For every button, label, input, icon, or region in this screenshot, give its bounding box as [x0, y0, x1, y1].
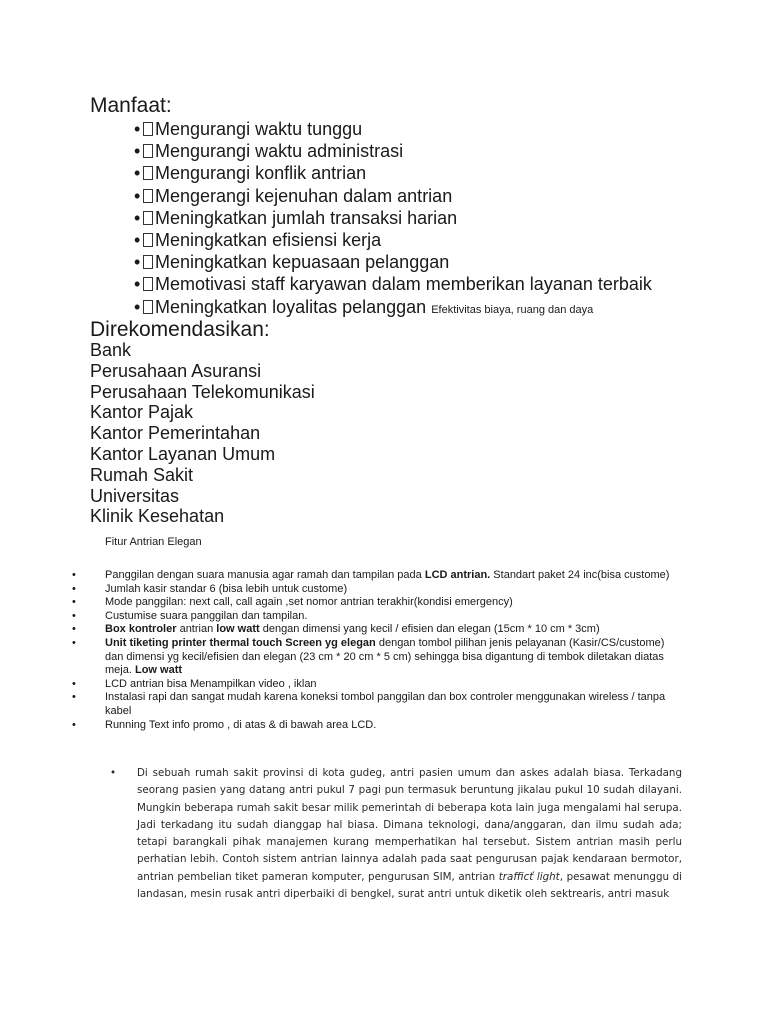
list-item: Universitas: [90, 485, 180, 506]
missing-glyph-icon: [143, 166, 153, 180]
benefit-list: [134, 118, 652, 321]
list-item: • Panggilan dengan suara manusia agar ramah dan tampilan pada LCD antrian. Standart paket 24 inc(bisa custome): [72, 569, 670, 581]
bullet-icon: •: [134, 252, 141, 273]
list-item: Kantor Pemerintahan: [90, 423, 261, 444]
missing-glyph-icon: [143, 122, 153, 136]
list-item: • Jumlah kasir standar 6 (bisa lebih untuk custome): [72, 582, 348, 595]
missing-glyph-icon: [143, 189, 153, 203]
bullet-icon: •: [134, 141, 141, 162]
list-item: • LCD antrian bisa Menampilkan video , iklan: [72, 677, 317, 690]
manfaat-heading: Manfaat:: [90, 94, 172, 117]
bullet-icon: •: [72, 596, 76, 609]
bullet-icon: •: [134, 274, 141, 295]
list-item: Perusahaan Telekomunikasi: [90, 381, 315, 402]
list-item: • Meningkatkan loyalitas pelanggan Efektivitas biaya, ruang dan daya: [134, 296, 594, 317]
bullet-icon: •: [72, 623, 76, 636]
bullet-icon: •: [134, 119, 141, 139]
missing-glyph-icon: [143, 277, 153, 291]
missing-glyph-icon: [143, 255, 153, 269]
recommended-heading: Direkomendasikan:: [90, 318, 270, 341]
recommended-list: [90, 340, 315, 527]
features-list: [72, 569, 672, 732]
missing-glyph-icon: [143, 144, 153, 158]
list-item: Klinik Kesehatan: [90, 506, 225, 527]
missing-glyph-icon: [143, 211, 153, 225]
list-item: • Mengurangi konflik antrian: [134, 163, 367, 184]
bullet-icon: •: [134, 185, 141, 206]
bullet-icon: •: [72, 636, 76, 649]
bullet-icon: •: [134, 207, 141, 228]
bullet-icon: •: [72, 569, 76, 581]
bullet-icon: •: [72, 718, 76, 731]
bullet-icon: •: [72, 691, 76, 704]
list-item: • Memotivasi staff karyawan dalam memberikan layanan terbaik: [134, 274, 652, 295]
missing-glyph-icon: [143, 300, 153, 314]
list-item: • Custumise suara panggilan dan tampilan.: [72, 609, 308, 622]
benefit-note: Efektivitas biaya, ruang dan daya: [431, 303, 594, 316]
list-item: • Mengurangi waktu tunggu: [134, 119, 363, 139]
bullet-icon: •: [110, 767, 117, 779]
bullet-icon: •: [134, 163, 141, 184]
list-item: • Meningkatkan jumlah transaksi harian: [134, 207, 458, 228]
list-item: • Meningkatkan kepuasaan pelanggan: [134, 252, 450, 273]
bullet-icon: •: [72, 609, 76, 622]
features-title: Fitur Antrian Elegan: [105, 536, 202, 548]
missing-glyph-icon: [143, 233, 153, 247]
story-list: [110, 765, 682, 903]
bullet-icon: •: [134, 230, 141, 251]
list-item: Perusahaan Asuransi: [90, 360, 262, 381]
list-item: • Instalasi rapi dan sangat mudah karena koneksi tombol panggilan dan box controler menggunakan wireless / tanpa kabel: [72, 691, 666, 717]
bullet-icon: •: [72, 582, 76, 595]
list-item: • Meningkatkan efisiensi kerja: [134, 230, 382, 251]
list-item: • Mengurangi waktu administrasi: [134, 141, 404, 162]
list-item: Bank: [90, 340, 132, 360]
list-item: Kantor Pajak: [90, 402, 194, 423]
list-item: Kantor Layanan Umum: [90, 443, 276, 464]
list-item: • Unit tiketing printer thermal touch Screen yg elegan dengan tombol pilihan jenis pelayanan (Kasir/CS/custome) dan dimensi yg kecil/efisien dan elegan (23 cm * 20 cm * 5 cm) sehingga bisa digantung di tembok diletakan diatas meja. Low watt: [72, 636, 665, 677]
list-item: • Box kontroler antrian low watt dengan dimensi yang kecil / efisien dan elegan (15cm * 10 cm * 3cm): [72, 623, 600, 636]
list-item: Rumah Sakit: [90, 464, 194, 485]
bullet-icon: •: [72, 677, 76, 690]
bullet-icon: •: [134, 296, 141, 317]
list-item: • Mode panggilan: next call, call again ,set nomor antrian terakhir(kondisi emergency): [72, 596, 513, 609]
list-item: • Mengerangi kejenuhan dalam antrian: [134, 185, 453, 206]
story-paragraph: • Di sebuah rumah sakit provinsi di kota gudeg, antri pasien umum dan askes adalah biasa. Terkadang seorang pasien yang datang antri pukul 7 pagi pun termasuk beruntung jikalau pukul 10 sudah dilayani. Mungkin beberapa rumah sakit besar milik pemerintah di beberapa kota lain juga mengalami hal serupa. Jadi terkadang itu sudah dianggap hal biasa. Dimana teknologi, dana/anggaran, dan ilmu sudah ada; tetapi barangkali pihak manajemen kurang memperhatikan hal tersebut. Sistem antrian masih perlu perhatian lebih. Contoh sistem antrian lainnya adalah pada saat pengurusan pajak kendaraan bermotor, antrian pembelian tiket pameran komputer, pengurusan SIM, antrian trafficť light, pesawat menunggu di landasan, mesin rusak antri diperbaiki di bengkel, surat antri untuk diketik oleh sektrearis, antri masuk: [110, 767, 682, 901]
list-item: • Running Text info promo , di atas & di bawah area LCD.: [72, 718, 377, 731]
